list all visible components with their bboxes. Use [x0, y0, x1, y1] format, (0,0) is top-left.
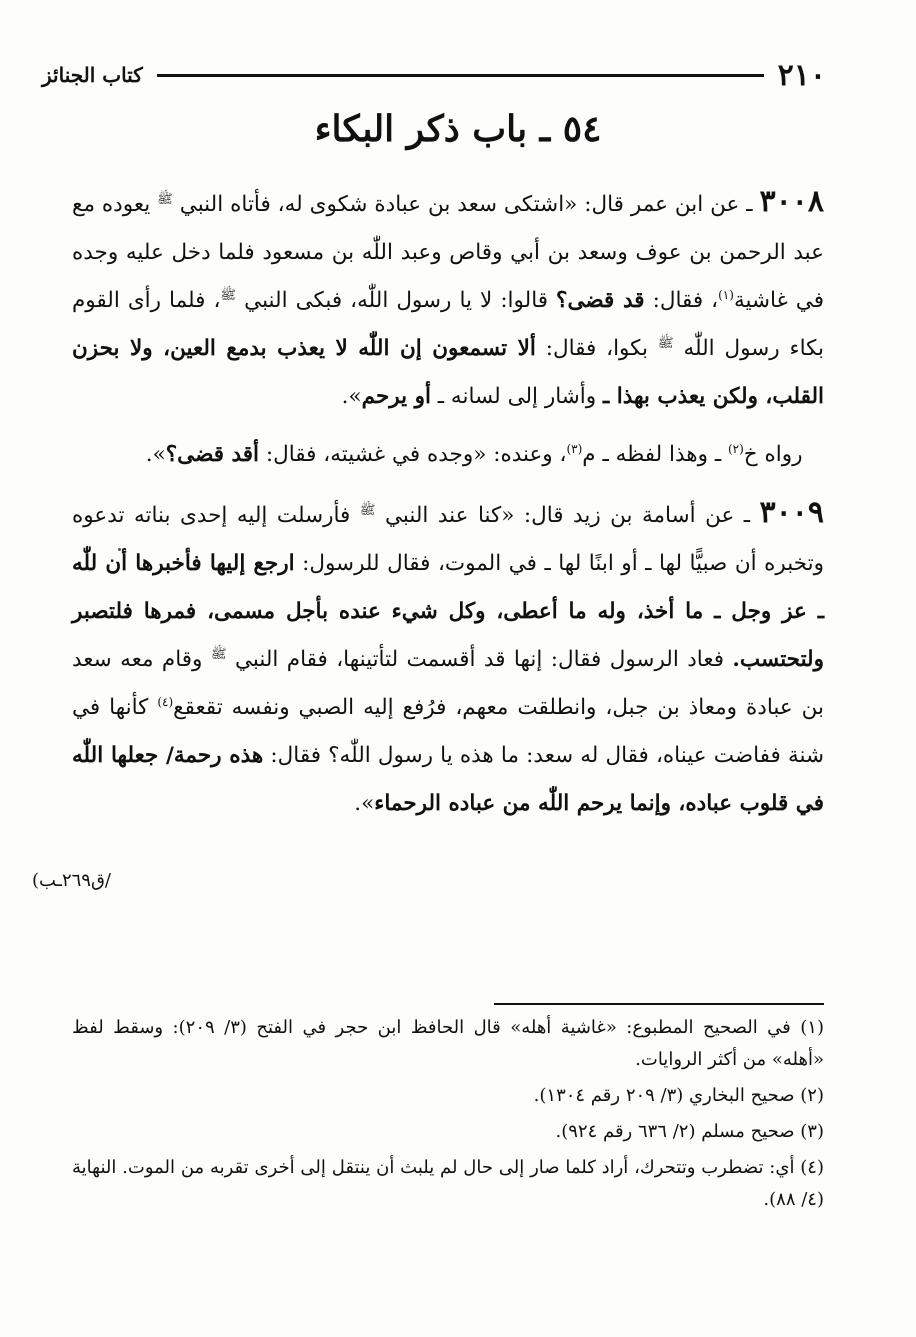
prophetic-speech: ارجع إليها فأخبرها أن للّٰه ـ عز وجل ـ ما أخذ، وله ما أعطى، وكل شيء عنده بأجل مسمى، فمرها فلتصبر ولتحتسب.: [72, 551, 824, 672]
hadith-text: ».: [341, 384, 362, 409]
hadith-text: بكوا، فقال:: [535, 336, 658, 361]
prophetic-speech: قد قضى؟: [556, 288, 645, 313]
footnote-2: [72, 1080, 824, 1112]
footnote-label: (٤): [800, 1157, 824, 1178]
hadith-text: ، فلما رأى القوم بكاء رسول اللّٰه: [72, 288, 824, 361]
hadith-number: ٣٠٠٩: [759, 495, 824, 530]
salla-glyph: ﷺ: [359, 502, 376, 518]
salla-glyph: ﷺ: [220, 287, 237, 303]
header-rule: [157, 74, 764, 77]
prophetic-speech: أقد قضى؟: [165, 442, 260, 467]
prophetic-speech: أو يرحم: [361, 384, 431, 409]
footnote-separator: [494, 1003, 824, 1005]
page-header: [42, 55, 826, 95]
footnote-text: صحيح مسلم (٢/ ٦٣٦ رقم ٩٢٤).: [555, 1121, 795, 1142]
footnote-label: (٢): [800, 1085, 824, 1106]
page-number: ٢١٠: [777, 57, 826, 93]
riwaya-text: ، وعنده: «وجده في غشيته، فقال:: [259, 442, 567, 467]
footnote-ref[interactable]: (١): [718, 287, 734, 302]
hadith-text: قالوا: لا يا رسول اللّٰه، فبكى النبي: [236, 288, 557, 313]
footnotes: [72, 1012, 824, 1220]
hadith-3008: [72, 178, 824, 421]
hadith-text: ».: [354, 791, 375, 816]
running-title: كتاب الجنائز: [42, 63, 143, 87]
chapter-title: ٥٤ ـ باب ذكر البكاء: [314, 108, 602, 150]
hadith-text: وأشار إلى لسانه ـ: [430, 384, 603, 409]
footnote-ref[interactable]: (٤): [157, 694, 174, 709]
prophetic-speech: ألا تسمعون إن اللّٰه لا يعذب بدمع العين، ولا بحزن القلب، ولكن يعذب بهذا ـ: [72, 336, 824, 409]
hadith-3009: [72, 489, 824, 828]
hadith-text: كأنها في شنة ففاضت عيناه، فقال له سعد: ما هذه يا رسول اللّٰه؟ فقال:: [72, 695, 824, 768]
footnote-text: في الصحيح المطبوع: «غاشية أهله» قال الحافظ ابن حجر في الفتح (٣/ ٢٠٩): وسقط لفظ «أهله» من أكثر الروايات.: [72, 1017, 824, 1070]
footnote-ref[interactable]: (٢): [727, 441, 744, 456]
salla-glyph: ﷺ: [157, 191, 173, 207]
hadith-text: ـ عن ابن عمر قال: «اشتكى سعد بن عبادة شكوى له، فأتاه النبي: [172, 192, 760, 217]
riwaya-text: رواه خ: [743, 442, 803, 467]
salla-glyph: ﷺ: [657, 335, 674, 351]
hadith-number: ٣٠٠٨: [759, 184, 824, 219]
hadith-text: ، فقال:: [644, 288, 719, 313]
footnote-ref[interactable]: (٣): [566, 441, 583, 456]
hadith-text: ـ عن أسامة بن زيد قال: «كنا عند النبي: [375, 503, 760, 528]
footnote-4: [72, 1152, 824, 1216]
footnote-3: [72, 1116, 824, 1148]
hadith-text: يعوده مع عبد الرحمن بن عوف وسعد بن أبي وقاص وعبد اللّٰه بن مسعود فلما دخل عليه وجده في غاشية: [72, 192, 824, 313]
main-text: [72, 178, 824, 828]
footnote-label: (٣): [800, 1121, 824, 1142]
footnote-text: صحيح البخاري (٣/ ٢٠٩ رقم ١٣٠٤).: [533, 1085, 795, 1106]
hadith-text: فأرسلت إليه إحدى بناته تدعوه وتخبره أن صبيًّا لها ـ أو ابنًا لها ـ في الموت، فقال للرسول:: [72, 503, 824, 576]
hadith-text: وقام معه سعد بن عبادة ومعاذ بن جبل، وانطلقت معهم، فرُفع إليه الصبي ونفسه تقعقع: [72, 647, 824, 720]
salla-glyph: ﷺ: [210, 646, 227, 662]
riwaya-text: ».: [145, 442, 166, 467]
manuscript-folio-note: /ق٢٦٩ـب): [31, 870, 111, 891]
footnote-1: [72, 1012, 824, 1076]
hadith-text: فعاد الرسول فقال: إنها قد أقسمت لتأتينها، فقام النبي: [226, 647, 733, 672]
riwaya-3008: [72, 431, 824, 479]
riwaya-text: ـ وهذا لفظه ـ م: [582, 442, 728, 467]
print-speck: [118, 548, 121, 551]
prophetic-speech: هذه رحمة/ جعلها اللّٰه في قلوب عباده، وإنما يرحم اللّٰه من عباده الرحماء: [72, 743, 824, 816]
footnote-label: (١): [800, 1017, 824, 1038]
footnote-text: أي: تضطرب وتتحرك، أراد كلما صار إلى حال لم يلبث أن ينتقل إلى أخرى تقربه من الموت. النهاية (٤/ ٨٨).: [72, 1157, 824, 1210]
